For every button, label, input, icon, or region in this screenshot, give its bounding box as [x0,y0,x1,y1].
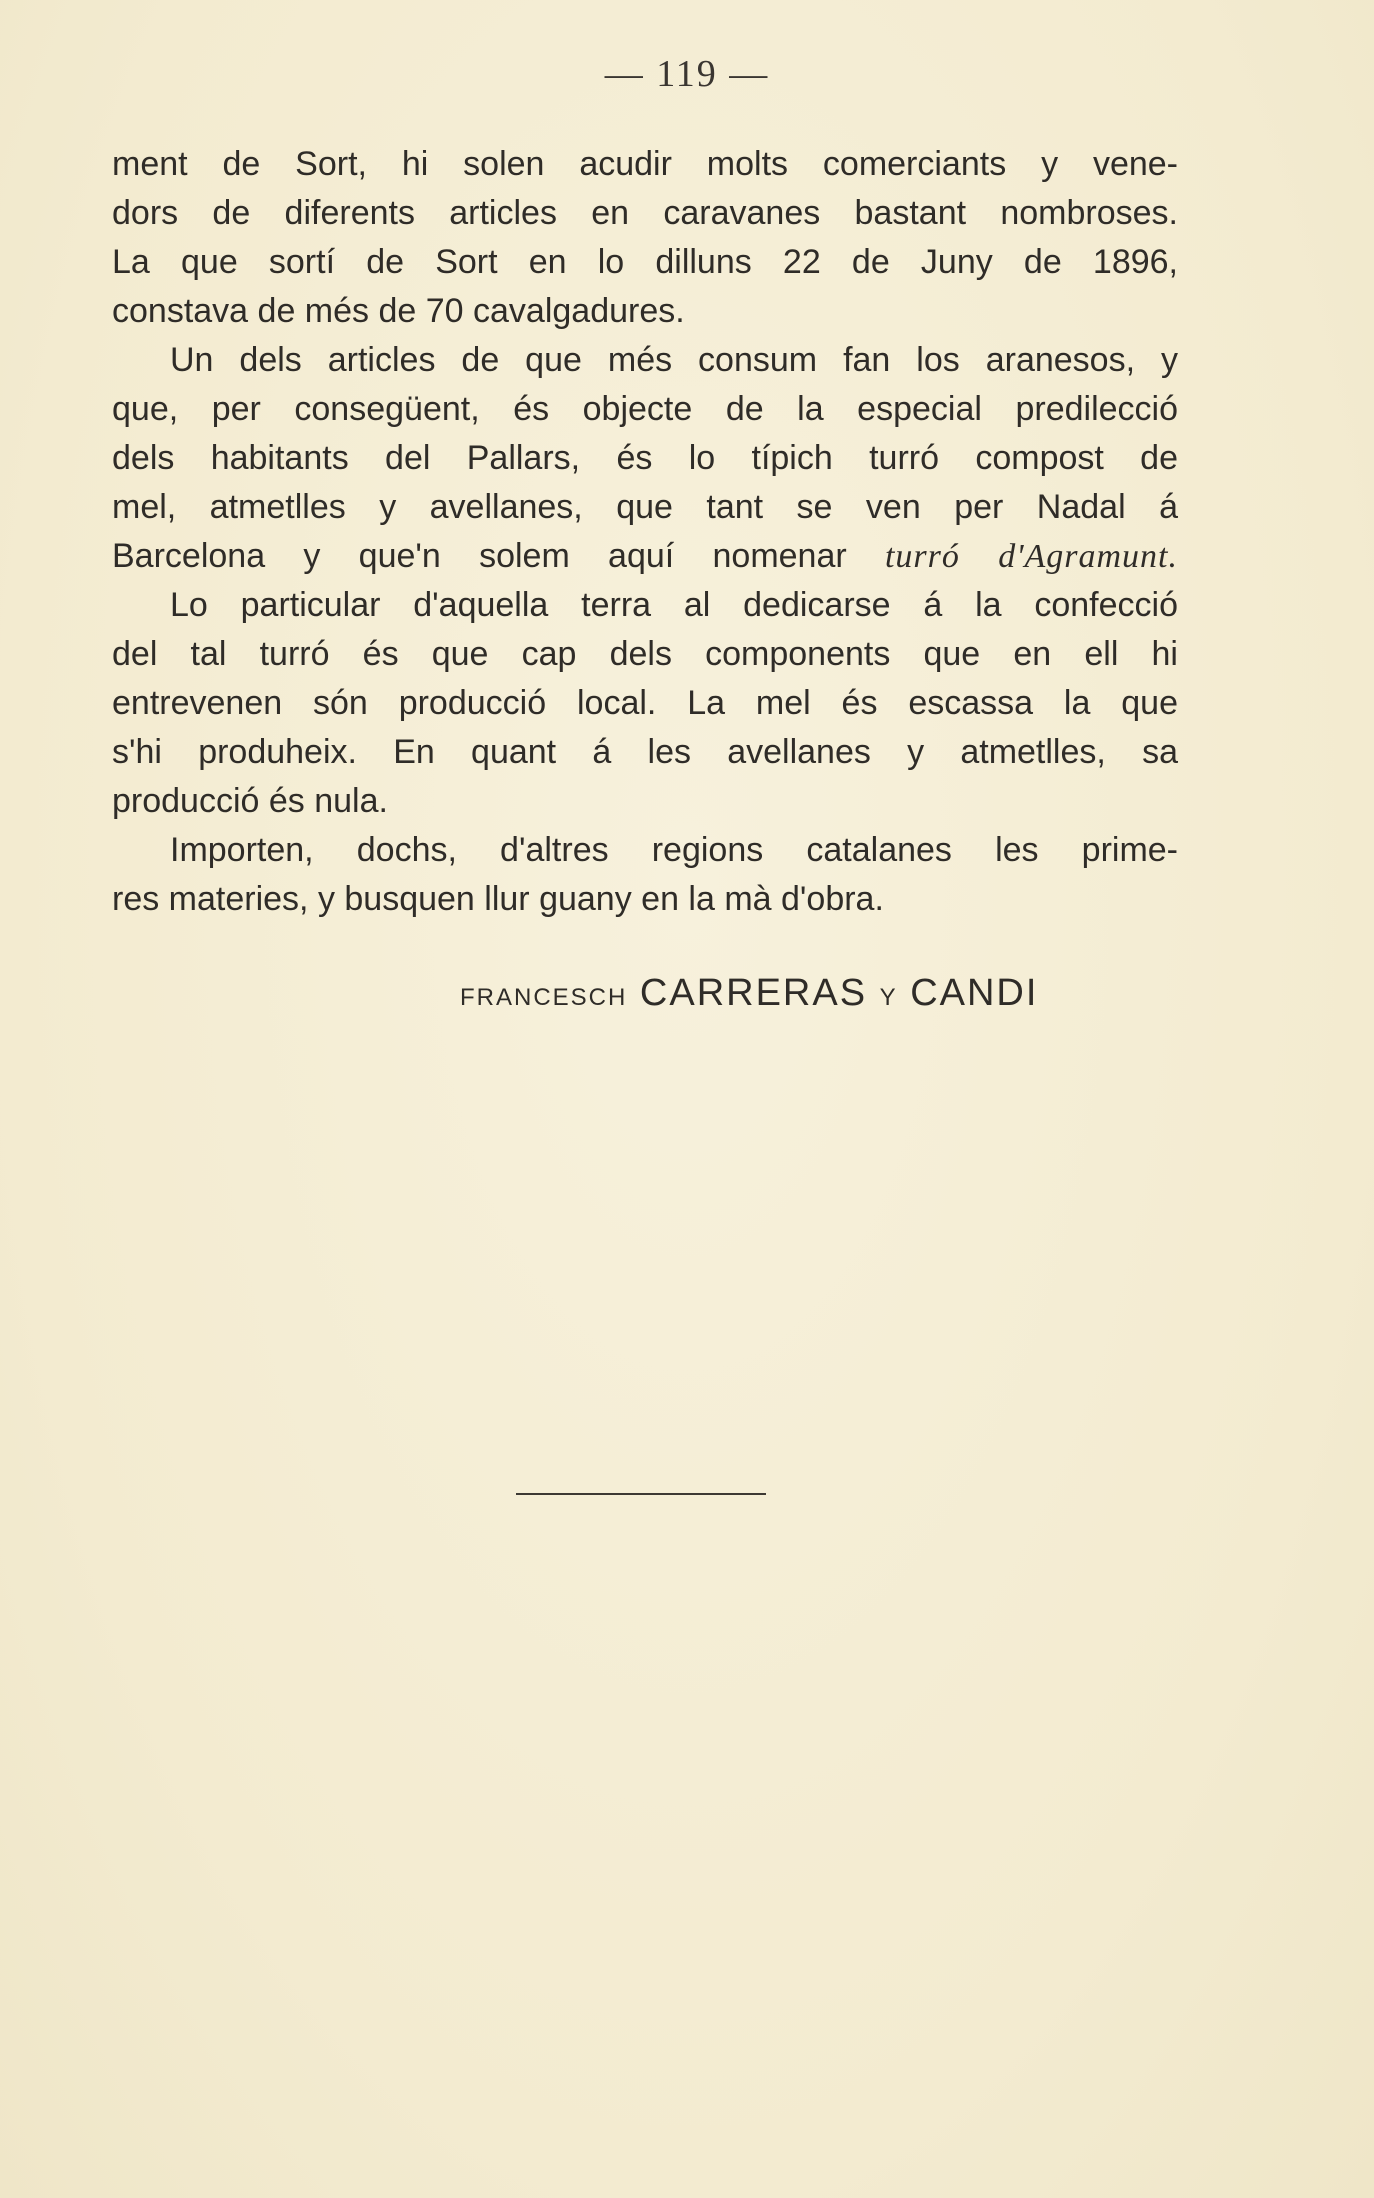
text-line: Lo particular d'aquella terra al dedicarse á la confecció [170,586,1178,624]
signature-surname-1: CARRERAS [639,972,868,1014]
text-line: del tal turró és que cap dels components que en ell hi [112,635,1178,673]
text-line: res materies, y busquen llur guany en la mà d'obra. [112,880,884,918]
signature-surname-2: CANDI [910,972,1039,1014]
body-text [112,140,1178,924]
text-line: producció és nula. [112,782,388,820]
paragraph-4 [112,826,1178,924]
text-line-prefix: Barcelona y que'n solem aquí nomenar [112,537,885,575]
text-line: La que sortí de Sort en lo dilluns 22 de Juny de 1896, [112,243,1178,281]
italic-phrase: turró d'Agramunt. [884,538,1178,575]
text-line: dels habitants del Pallars, és lo típich turró compost de [112,439,1178,477]
text-line [112,532,1178,581]
text-line: Un dels articles de que més consum fan los aranesos, y [170,341,1178,379]
paragraph-1 [112,140,1178,336]
page-number: — 119 — [604,53,770,95]
author-signature [0,972,1374,1015]
text-line: que, per consegüent, és objecte de la especial predilecció [112,390,1178,428]
paragraph-2 [112,336,1178,581]
text-line: ment de Sort, hi solen acudir molts comerciants y vene- [112,145,1178,183]
paragraph-3 [112,581,1178,826]
signature-first-name: FRANCESCH [460,984,628,1011]
signature-conjunction: Y [879,984,898,1011]
text-line: Importen, dochs, d'altres regions catalanes les prime- [170,831,1178,869]
text-line: constava de més de 70 cavalgadures. [112,292,685,330]
text-line: s'hi produheix. En quant á les avellanes y atmetlles, sa [112,733,1178,771]
text-line: dors de diferents articles en caravanes bastant nombroses. [112,194,1178,232]
end-rule [516,1493,766,1495]
text-line: mel, atmetlles y avellanes, que tant se ven per Nadal á [112,488,1178,526]
text-line: entrevenen són producció local. La mel és escassa la que [112,684,1178,722]
